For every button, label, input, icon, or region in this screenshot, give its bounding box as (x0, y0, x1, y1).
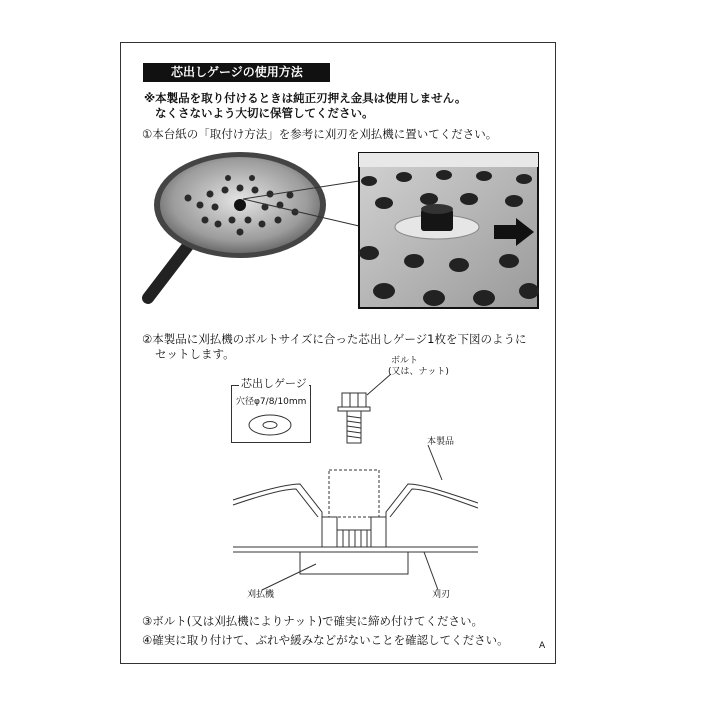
section-title: 芯出しゲージの使用方法 (143, 63, 330, 82)
step-2-text-line-2: セットします。 (155, 347, 235, 361)
gauge-size-label: 穴径φ7/8/10mm (236, 397, 307, 407)
warning-line-2: なくさないよう大切に保管してください。 (155, 106, 374, 120)
blade-label: 刈刃 (432, 590, 451, 600)
bolt-label: ボルト (391, 356, 419, 366)
product-label: 本製品 (427, 437, 455, 447)
step-2-text-line-1: ②本製品に刈払機のボルトサイズに合った芯出しゲージ1枚を下図のように (142, 332, 527, 346)
gauge-label: 芯出しゲージ (241, 377, 307, 390)
step-3-text: ③ボルト(又は刈払機によりナット)で確実に締め付けてください。 (142, 614, 484, 628)
brushcutter-label: 刈払機 (247, 590, 275, 600)
page-marker: A (539, 641, 546, 651)
bolt-sub-label: (又は、ナット) (388, 367, 449, 377)
warning-line-1: ※本製品を取り付けるときは純正刃押え金具は使用しません。 (144, 91, 467, 105)
step-1-text: ①本台紙の「取付け方法」を参考に刈刃を刈払機に置いてください。 (142, 127, 498, 141)
step-4-text: ④確実に取り付けて、ぶれや緩みなどがないことを確認してください。 (142, 633, 509, 647)
